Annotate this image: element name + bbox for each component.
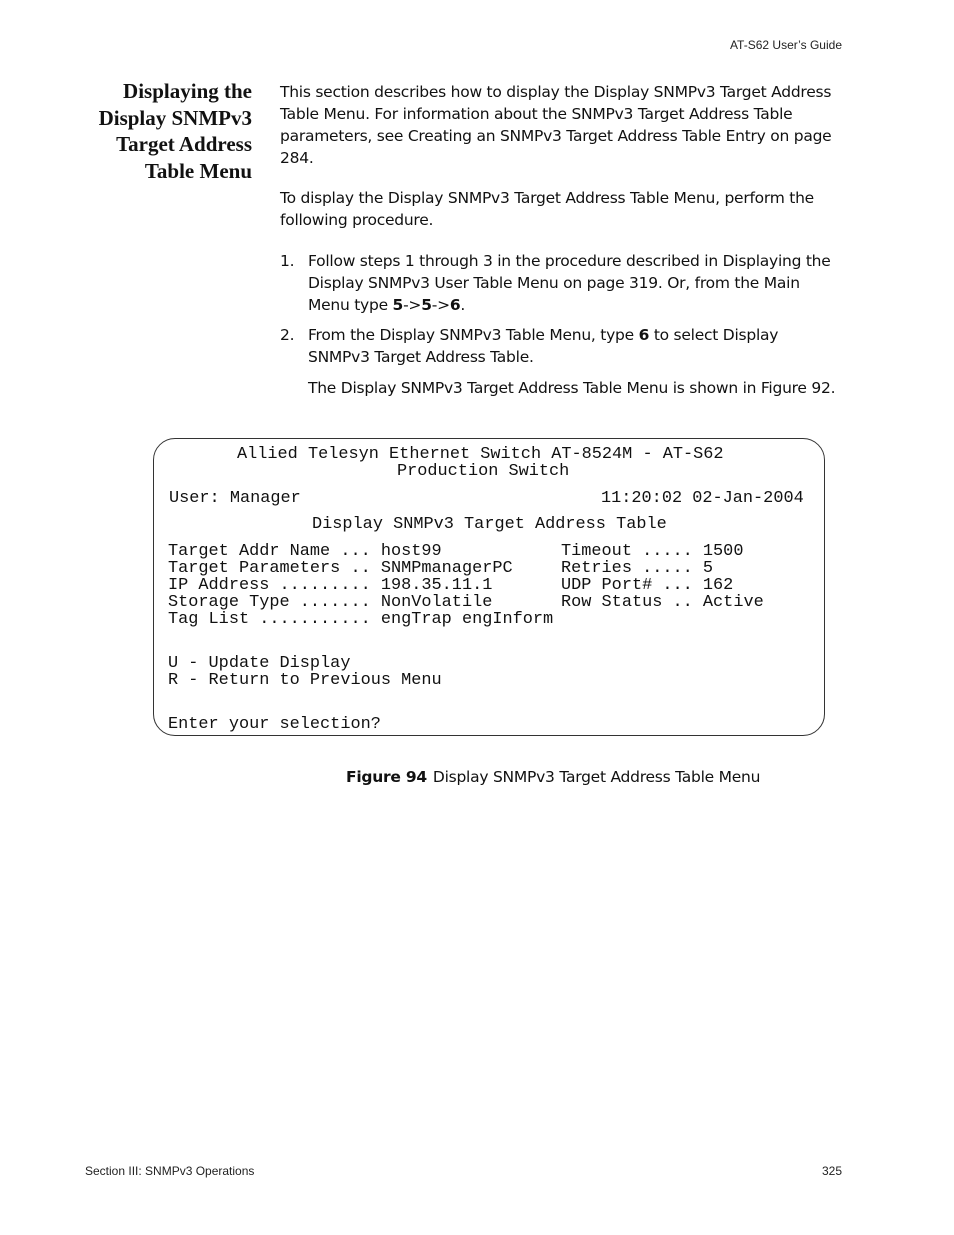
step-text-part: From the Display SNMPv3 Table Menu, type [308,326,639,344]
key-value: 5 [421,296,432,314]
section-heading [60,78,252,184]
section-heading-line: Table Menu [144,158,252,183]
terminal-subtitle-line: Production Switch [397,462,570,481]
terminal-screen-title: Display SNMPv3 Target Address Table [312,515,667,534]
terminal-user: User: Manager [169,489,301,508]
terminal-field: Tag List ........... engTrap engInform [168,610,554,629]
terminal-field: Target Addr Name ... host99 [168,542,442,561]
figure-label: Figure 94 [346,768,427,786]
terminal-field: Row Status .. Active [561,593,764,612]
step-text-part: . [460,296,466,314]
section-heading-line: Display SNMPv3 [98,105,252,130]
figure-caption-text: Display SNMPv3 Target Address Table Menu [432,768,761,786]
terminal-field: Storage Type ....... NonVolatile [168,593,493,612]
step-text-part: Follow steps 1 through 3 in the procedure described in Displaying the Display SNMPv3 User Table Menu on page 319. Or, from the Main Menu type [308,252,831,314]
terminal-prompt: Enter your selection? [168,715,381,734]
terminal-field: Target Parameters .. SNMPmanagerPC [168,559,513,578]
terminal-title-line: Allied Telesyn Ethernet Switch AT-8524M - AT-S62 [237,445,724,464]
step-text [308,250,843,316]
step-number: 1. [280,252,295,270]
section-heading-line: Displaying the [123,79,252,103]
terminal-menu-option: U - Update Display [168,654,351,673]
figure-caption [346,768,760,786]
terminal-field: IP Address ......... 198.35.11.1 [168,576,493,595]
terminal-screen [153,438,825,736]
step-text [308,324,843,368]
terminal-field: Timeout ..... 1500 [561,542,744,561]
key-value: 5 [392,296,404,314]
footer-section: Section III: SNMPv3 Operations [85,1164,255,1178]
step-text-part: to select Display SNMPv3 Target Address Table. [308,326,779,366]
page-number: 325 [821,1164,842,1178]
key-value: 6 [449,296,461,314]
running-header: AT-S62 User’s Guide [729,38,842,52]
terminal-datetime: 11:20:02 02-Jan-2004 [601,489,804,508]
procedure-intro-paragraph: To display the Display SNMPv3 Target Address Table Menu, perform the following procedure. [280,189,814,229]
key-separator: -> [403,296,422,314]
step-number: 2. [280,326,295,344]
terminal-menu-option: R - Return to Previous Menu [168,671,442,690]
key-separator: -> [431,296,450,314]
intro-paragraph: This section describes how to display the Display SNMPv3 Target Address Table Menu. For information about the SNMPv3 Target Address Table parameters, see Creating an SNMPv3 Target Address Table Entry on page 284. [280,83,832,167]
terminal-field: Retries ..... 5 [561,559,714,578]
step-note: The Display SNMPv3 Target Address Table Menu is shown in Figure 92. [308,379,836,397]
terminal-field: UDP Port# ... 162 [561,576,734,595]
section-heading-line: Target Address [116,132,252,156]
key-value: 6 [638,326,650,344]
